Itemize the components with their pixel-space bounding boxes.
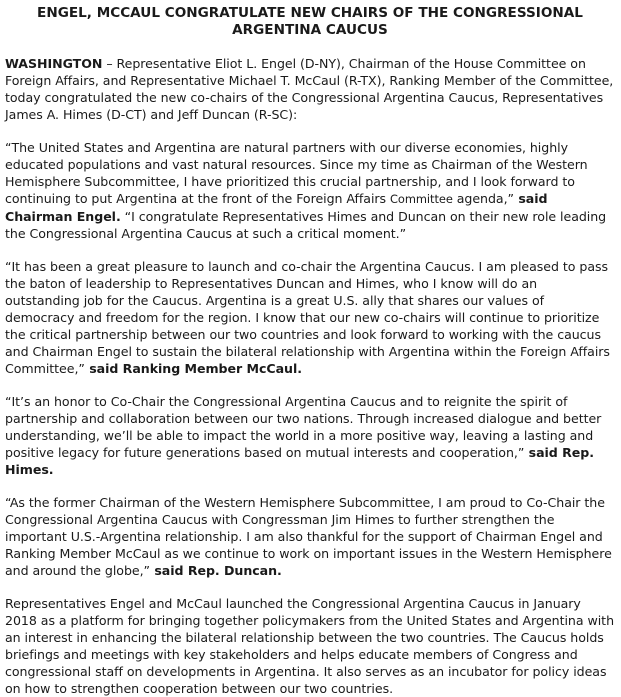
background-paragraph: Representatives Engel and McCaul launched the Congressional Argentina Caucus in January 2018 as a platform for bringing together policymakers from the United States and Argentina with an interest in enhancing the bilateral relationship between the two countries. The Caucus holds briefings and meetings with key stakeholders and helps educate members of Congress and congressional staff on developments in Argentina. It also serves as an incubator for policy ideas on how to strengthen cooperation between our two countries. bbox=[5, 596, 615, 696]
engel-quote-2: “I congratulate Representatives Himes and Duncan on their new role leading the Congressional Argentina Caucus at such a critical moment.” bbox=[5, 209, 607, 241]
engel-attribution: said Chairman Engel. bbox=[5, 191, 548, 224]
mccaul-quote: “It has been a great pleasure to launch and co-chair the Argentina Caucus. I am pleased to pass the baton of leadership to Representatives Duncan and Himes, who I know will do an outstanding job for the Caucus. Argentina is a great U.S. ally that shares our values of democracy and freedom for the region. I know that our new co-chairs will continue to prioritize the critical partnership between our two countries and look forward to working with the caucus and Chairman Engel to sustain the bilateral relationship with Argentina within the Foreign Affairs Committee,” bbox=[5, 259, 610, 376]
intro-text: – Representative Eliot L. Engel (D-NY), Chairman of the House Committee on Foreign Affairs, and Representative Michael T. McCaul (R-TX), Ranking Member of the Committee, today congratulated the new co-chairs of the Congressional Argentina Caucus, Representatives James A. Himes (D-CT) and Jeff Duncan (R-SC): bbox=[5, 56, 614, 122]
himes-quote-paragraph bbox=[5, 393, 615, 478]
himes-quote: “It’s an honor to Co-Chair the Congressional Argentina Caucus and to reignite the spirit of partnership and collaboration between our two nations. Through increased dialogue and better understanding, we’ll be able to impact the world in a more positive way, leaving a lasting and positive legacy for future generations based on mutual interests and cooperation,” bbox=[5, 394, 602, 460]
engel-quote-1-small: Committee bbox=[390, 192, 453, 206]
engel-quote-1: “The United States and Argentina are natural partners with our diverse economies, highly educated populations and vast natural resources. Since my time as Chairman of the Western Hemisphere Subcommittee, I have prioritized this crucial partnership, and I look forward to continuing to put Argentina at the front of the Foreign Affairs bbox=[5, 140, 588, 206]
engel-quote-1-end: agenda,” bbox=[452, 191, 515, 206]
mccaul-attribution: said Ranking Member McCaul. bbox=[84, 361, 302, 376]
duncan-quote: “As the former Chairman of the Western Hemisphere Subcommittee, I am proud to Co-Chair the Congressional Argentina Caucus with Congressman Jim Himes to further strengthen the important U.S.-Argentina relationship. I am also thankful for the support of Chairman Engel and Ranking Member McCaul as we continue to work on important issues in the Western Hemisphere and around the globe,” bbox=[5, 495, 612, 578]
intro-paragraph bbox=[5, 55, 615, 123]
mccaul-quote-paragraph bbox=[5, 258, 615, 377]
himes-attribution: said Rep. Himes. bbox=[5, 445, 594, 477]
duncan-quote-paragraph bbox=[5, 494, 615, 579]
page-title: ENGEL, MCCAUL CONGRATULATE NEW CHAIRS OF THE CONGRESSIONAL ARGENTINA CAUCUS bbox=[37, 5, 583, 38]
engel-quote-paragraph bbox=[5, 139, 615, 242]
dateline: WASHINGTON bbox=[5, 56, 103, 71]
duncan-attribution: said Rep. Duncan. bbox=[150, 563, 282, 578]
